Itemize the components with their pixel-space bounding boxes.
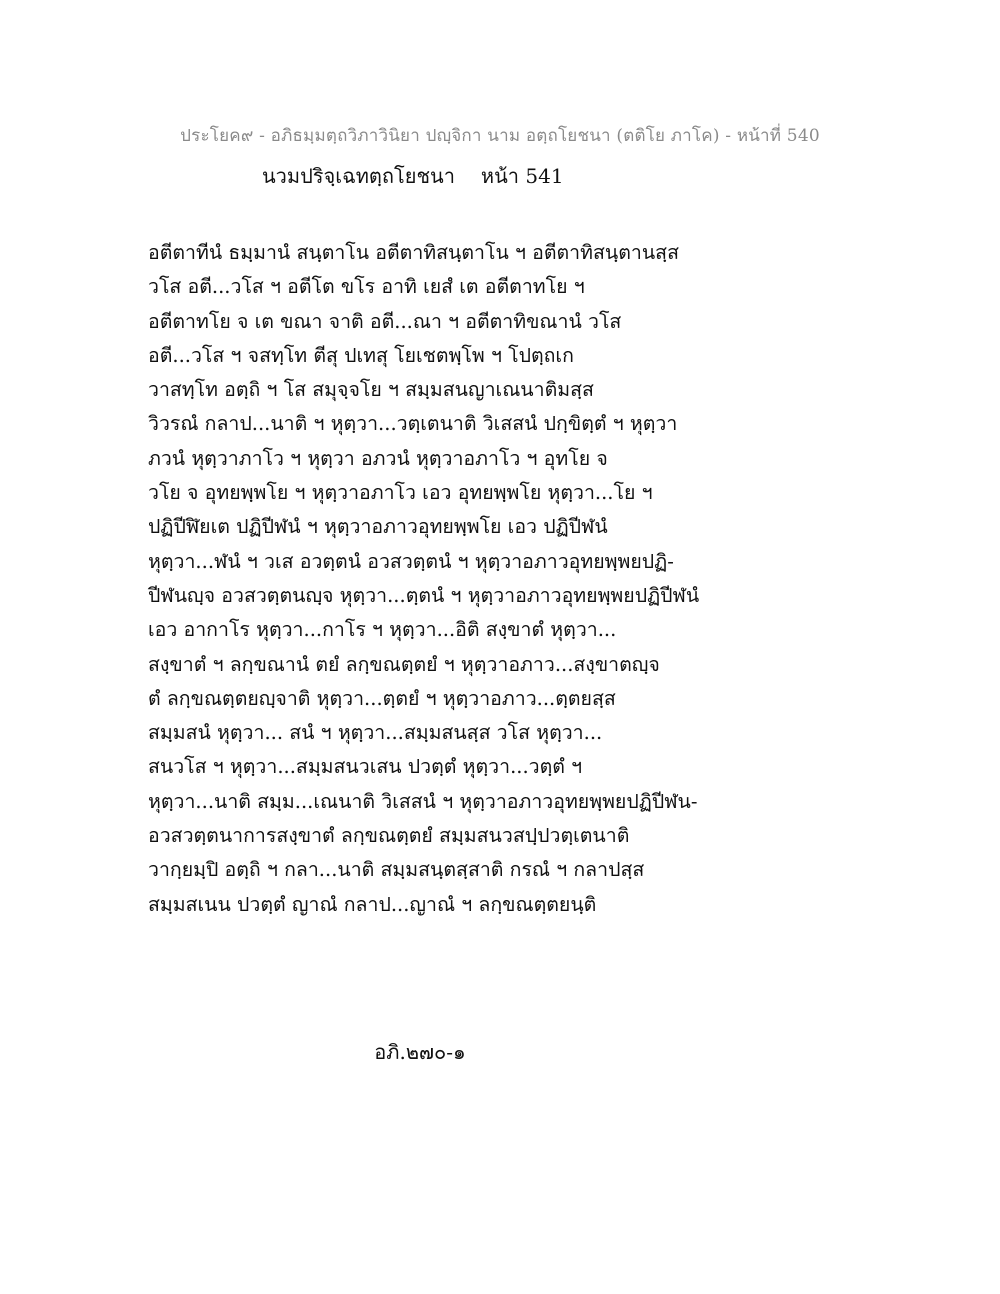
text-line: วากฺยมฺปิ อตฺถิ ฯ กลา...นาติ สมฺมสนฺตสฺสาติ กรณํ ฯ กลาปสฺส xyxy=(148,858,645,882)
text-line: อวสวตฺตนาการสงฺขาตํ ลกฺขณตฺตยํ สมฺมสนวสปฺปวตฺเตนาติ xyxy=(148,824,630,848)
text-line: อตี...วโส ฯ จสทฺโท ตีสุ ปเทสุ โยเชตพฺโพ ฯ โปตฺถเก xyxy=(148,343,574,367)
chapter-header xyxy=(262,160,564,192)
running-header: ประโยค๙ - อภิธมฺมตฺถวิภาวินิยา ปญฺจิกา นาม อตฺถโยชนา (ตติโย ภาโค) - หน้าที่ 540 xyxy=(180,126,820,146)
text-line: วโย จ อุทยพฺพโย ฯ หุตฺวาอภาโว เอว อุทยพฺพโย หุตฺวา...โย ฯ xyxy=(148,481,653,505)
chapter-title: นวมปริจฺเฉทตฺถโยชนา xyxy=(262,164,455,188)
text-line: เอว อากาโร หุตฺวา...กาโร ฯ หุตฺวา...อิติ สงฺขาตํ หุตฺวา... xyxy=(148,618,617,642)
text-line: สนวโส ฯ หุตฺวา...สมฺมสนวเสน ปวตฺตํ หุตฺวา...วตฺตํ ฯ xyxy=(148,755,583,779)
body-text xyxy=(148,236,868,922)
page-label: หน้า 541 xyxy=(480,164,564,188)
text-line: ตํ ลกฺขณตฺตยญฺจาติ หุตฺวา...ตฺตยํ ฯ หุตฺวาอภาว...ตฺตยสฺส xyxy=(148,686,616,710)
text-line: อตีตาทโย จ เต ขณา จาติ อตี...ณา ฯ อตีตาทิขณานํ วโส xyxy=(148,309,622,333)
text-line: ภวนํ หุตฺวาภาโว ฯ หุตฺวา อภวนํ หุตฺวาอภาโว ฯ อุทโย จ xyxy=(148,446,608,470)
text-line: สมฺมสเนน ปวตฺตํ ญาณํ กลาป...ญาณํ ฯ ลกฺขณตฺตยนฺติ xyxy=(148,892,597,916)
text-line: วิวรณํ กลาป...นาติ ฯ หุตฺวา...วตฺเตนาติ วิเสสนํ ปกฺขิตฺตํ ฯ หุตฺวา xyxy=(148,412,678,436)
text-line: สงฺขาตํ ฯ ลกฺขณานํ ตยํ ลกฺขณตฺตยํ ฯ หุตฺวาอภาว...สงฺขาตญฺจ xyxy=(148,652,660,676)
text-line: อตีตาทีนํ ธมฺมานํ สนฺตาโน อตีตาทิสนฺตาโน ฯ อตีตาทิสนฺตานสฺส xyxy=(148,241,679,264)
text-line: หุตฺวา...นาติ สมฺม...เณนาติ วิเสสนํ ฯ หุตฺวาอภาวอุทยพฺพยปฏิปีฬน- xyxy=(148,789,698,813)
text-line: วาสทฺโท อตฺถิ ฯ โส สมุจฺจโย ฯ สมฺมสนญาเณนาติมสฺส xyxy=(148,378,594,402)
text-line: ปีฬนญฺจ อวสวตฺตนญฺจ หุตฺวา...ตฺตนํ ฯ หุตฺวาอภาวอุทยพฺพยปฏิปีฬนํ xyxy=(148,583,700,607)
text-line: ปฏิปีฬิยเต ปฏิปีฬนํ ฯ หุตฺวาอภาวอุทยพฺพโย เอว ปฏิปีฬนํ xyxy=(148,515,608,539)
text-line: สมฺมสนํ หุตฺวา... สนํ ฯ หุตฺวา...สมฺมสนสฺส วโส หุตฺวา... xyxy=(148,721,603,745)
footer-reference: อภิ.๒๗๐-๑ xyxy=(374,1040,466,1064)
text-line: หุตฺวา...ฬนํ ฯ วเส อวตฺตนํ อวสวตฺตนํ ฯ หุตฺวาอภาวอุทยพฺพยปฏิ- xyxy=(148,549,674,573)
text-line: วโส อตี...วโส ฯ อตีโต ขโร อาทิ เยสํ เต อตีตาทโย ฯ xyxy=(148,275,585,299)
